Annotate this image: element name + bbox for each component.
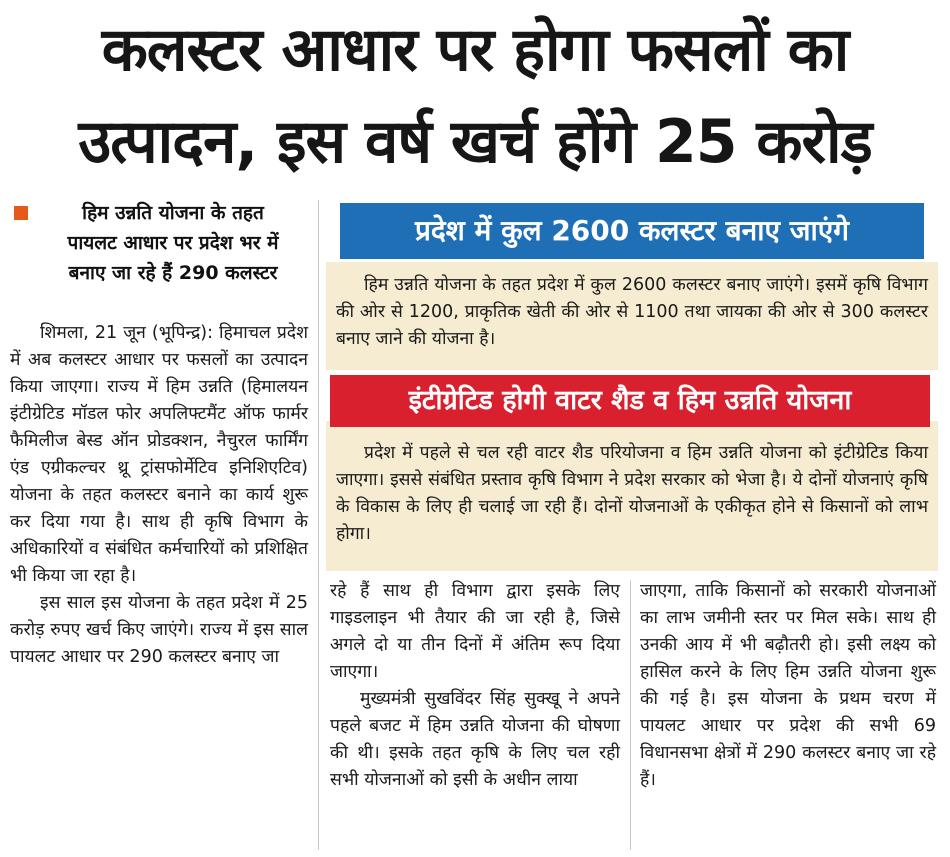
headline-line-2: उत्पादन, इस वर्ष खर्च होंगे 25 करोड़ [78,107,872,177]
column-1-paragraph-2: इस साल इस योजना के तहत प्रदेश में 25 करोड़ रुपए खर्च किए जाएंगे। राज्य में इस साल पायलट आधार पर 290 कलस्टर बनाए जा [10,593,308,667]
info-box-1-paragraph: हिम उन्नति योजना के तहत प्रदेश में कुल 2600 कलस्टर बनाए जाएंगे। इसमें कृषि विभाग की ओर से 1200, प्राकृतिक खेती की ओर से 1100 तथा जायका की ओर से 300 कलस्टर बनाए जाने की योजना है। [336,275,928,349]
info-box-1-title: प्रदेश में कुल 2600 कलस्टर बनाए जाएंगे [340,203,924,259]
info-box-2-title: इंटीग्रेटिड होगी वाटर शैड व हिम उन्नति योजना [330,375,930,427]
sub-headline-line-3: बनाए जा रहे हैं 290 कलस्टर [68,262,278,284]
column-1-paragraph-1: शिमला, 21 जून (भूपिन्द्र): हिमाचल प्रदेश में अब कलस्टर आधार पर फसलों का उत्पादन किया जाएगा। राज्य में हिम उन्नति (हिमालयन इंटीग्रेटिड मॉडल फोर अपलिफ्टमैंट ऑफ फार्मर फैमिलीज बेस्ड ऑन प्रोडक्शन, नैचुरल फार्मिंग एंड एग्रीकल्चर थ्रू ट्रांसफोर्मेटिव इनिशिएटिव) योजना के तहत कलस्टर बनाने का कार्य शुरू कर दिया गया है। साथ ही कृषि विभाग के अधिकारियों व संबंधित कर्मचारियों को प्रशिक्षित भी किया जा रहा है। [10,323,308,586]
sub-headline-line-2: पायलट आधार पर प्रदेश भर में [67,232,279,254]
headline-line-1: कलस्टर आधार पर होगा फसलों का [101,15,849,85]
column-divider [318,200,319,850]
column-2-paragraph-1: रहे हैं साथ ही विभाग द्वारा इसके लिए गाइडलाइन भी तैयार की जा रही है, जिसे अगले दो या तीन दिनों में अंतिम रूप दिया जाएगा। [330,581,620,682]
article-column-1 [10,320,308,671]
sub-headline-line-1: हिम उन्नति योजना के तहत [82,202,264,224]
article-column-3 [640,578,936,794]
sub-headline [10,198,322,288]
info-box-2-text [336,440,928,548]
info-box-2-paragraph: प्रदेश में पहले से चल रही वाटर शैड परियोजना व हिम उन्नति योजना को इंटीग्रेटिड किया जाएगा। इससे संबंधित प्रस्ताव कृषि विभाग ने प्रदेश सरकार को भेजा है। ये दोनों योजनाएं कृषि के विकास के लिए ही चलाई जा रही हैं। दोनों योजनाओं के एकीकृत होने से किसानों को लाभ होगा। [336,443,928,544]
column-3-paragraph-1: जाएगा, ताकि किसानों को सरकारी योजनाओं का लाभ जमीनी स्तर पर मिल सके। साथ ही उनकी आय में भी बढ़ौतरी हो। इसी लक्ष्य को हासिल करने के लिए हिम उन्नति योजना शुरू की गई है। इस योजना के प्रथम चरण में पायलट आधार पर प्रदेश की सभी 69 विधानसभा क्षेत्रों में 290 कलस्टर बनाए जा रहे हैं। [640,581,936,790]
column-divider [630,580,631,850]
column-2-paragraph-2: मुख्यमंत्री सुखविंदर सिंह सुक्खू ने अपने पहले बजट में हिम उन्नति योजना की घोषणा की थी। इसके तहत कृषि के लिए चल रही सभी योजनाओं को इसी के अधीन लाया [330,689,620,790]
info-box-1-text [336,272,928,353]
bullet-square-icon [14,206,28,220]
sub-headline-text [38,198,308,288]
headline [0,0,950,196]
article-column-2 [330,578,620,794]
